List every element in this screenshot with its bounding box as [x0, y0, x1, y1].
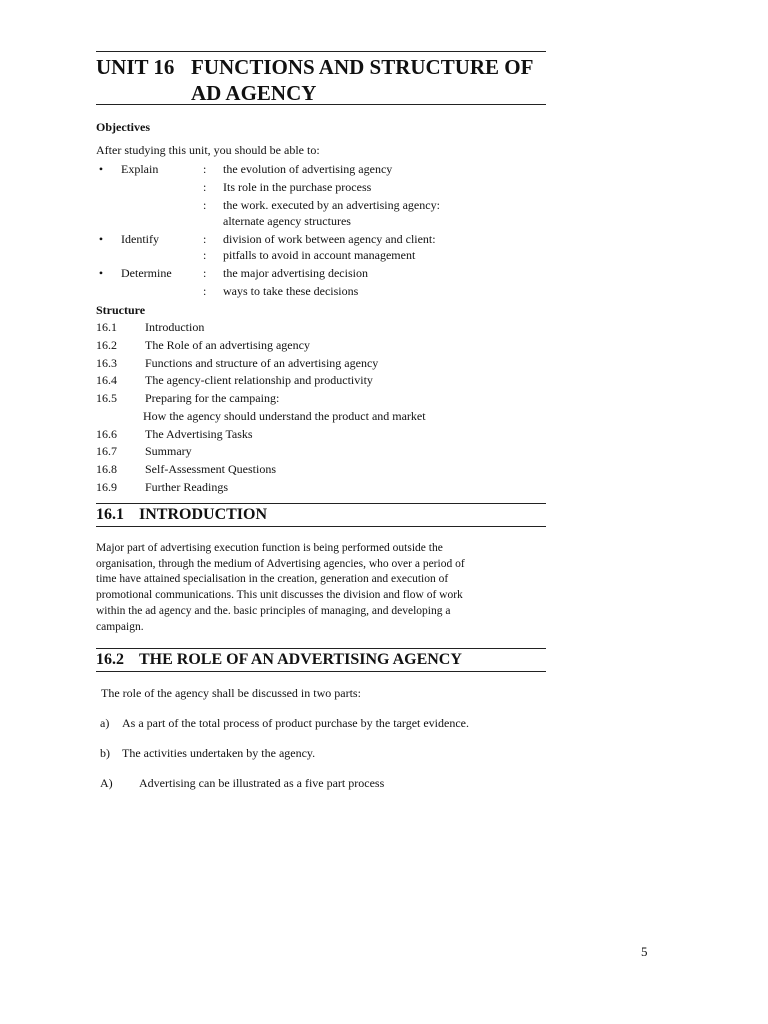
toc-number: 16.2	[96, 338, 117, 352]
page-number: 5	[641, 944, 648, 959]
objective-verb: Determine	[121, 266, 172, 280]
toc-number: 16.5	[96, 391, 117, 405]
unit-title-line-1: FUNCTIONS AND STRUCTURE OF	[191, 55, 534, 79]
toc-title: How the agency should understand the product and market	[143, 409, 426, 423]
toc-title: Functions and structure of an advertising agency	[145, 356, 379, 370]
objective-text: Its role in the purchase process	[223, 180, 372, 194]
structure-heading: Structure	[96, 303, 146, 317]
toc-title: Self-Assessment Questions	[145, 462, 276, 476]
objectives-heading: Objectives	[96, 120, 150, 134]
paragraph-line: promotional communications. This unit discusses the division and flow of work	[96, 589, 463, 602]
objectives-intro: After studying this unit, you should be able to:	[96, 143, 320, 157]
objective-text: the work. executed by an advertising agency:	[223, 198, 440, 212]
toc-title: The Role of an advertising agency	[145, 338, 310, 352]
list-text: The activities undertaken by the agency.	[122, 746, 316, 760]
toc-title: Introduction	[145, 320, 205, 334]
role-intro: The role of the agency shall be discussed in two parts:	[101, 686, 361, 700]
toc-title: The Advertising Tasks	[145, 427, 253, 441]
section-rule	[96, 671, 546, 672]
bullet: •	[98, 232, 104, 246]
colon: :	[203, 180, 207, 194]
toc-number: 16.8	[96, 462, 117, 476]
unit-title-line-2: AD AGENCY	[191, 81, 317, 105]
toc-title: Further Readings	[145, 480, 228, 494]
objective-verb: Explain	[121, 162, 159, 176]
toc-title: Preparing for the campaing:	[145, 391, 280, 405]
objective-text: division of work between agency and client:	[223, 232, 436, 246]
toc-number: 16.6	[96, 427, 117, 441]
list-text: Advertising can be illustrated as a five part process	[139, 776, 385, 790]
section-rule	[96, 526, 546, 527]
colon: :	[203, 198, 207, 212]
bullet: •	[98, 266, 104, 280]
list-item	[100, 746, 316, 761]
objective-verb: Identify	[121, 232, 159, 246]
paragraph-line: Major part of advertising execution function is being performed outside the	[96, 542, 443, 554]
introduction-paragraph	[96, 541, 526, 635]
list-item	[100, 716, 469, 731]
toc-title: The agency-client relationship and productivity	[145, 373, 373, 387]
list-label: b)	[100, 746, 110, 760]
section-number: 16.2	[96, 651, 124, 668]
objective-text: the major advertising decision	[223, 266, 368, 280]
toc-number: 16.7	[96, 444, 117, 458]
toc-number: 16.9	[96, 480, 117, 494]
paragraph-line: organisation, through the medium of Advertising agencies, who over a period of	[96, 557, 465, 570]
unit-number: UNIT 16	[96, 55, 175, 79]
objective-text: the evolution of advertising agency	[223, 162, 393, 176]
section-rule	[96, 503, 546, 504]
toc-number: 16.1	[96, 320, 117, 334]
list-item	[100, 776, 385, 791]
paragraph-line: time have attained specialisation in the creation, generation and execution of	[96, 573, 449, 586]
toc-number: 16.4	[96, 373, 117, 387]
list-text: As a part of the total process of product purchase by the target evidence.	[122, 716, 469, 730]
colon: :	[203, 232, 207, 246]
section-number: 16.1	[96, 506, 124, 523]
section-title: INTRODUCTION	[139, 506, 268, 523]
colon: :	[203, 284, 207, 298]
paragraph-line: campaign.	[96, 620, 144, 633]
colon: :	[203, 248, 207, 262]
objective-text: ways to take these decisions	[223, 284, 359, 298]
list-label: a)	[100, 716, 110, 730]
objective-text: alternate agency structures	[223, 214, 351, 228]
toc-number: 16.3	[96, 356, 117, 370]
colon: :	[203, 162, 207, 176]
top-rule	[96, 51, 546, 52]
title-bottom-rule	[96, 104, 546, 105]
objective-text: pitfalls to avoid in account management	[223, 248, 416, 262]
colon: :	[203, 266, 207, 280]
section-title: THE ROLE OF AN ADVERTISING AGENCY	[139, 651, 462, 668]
bullet: •	[98, 162, 104, 176]
section-rule	[96, 648, 546, 649]
toc-title: Summary	[145, 444, 192, 458]
list-label: A)	[100, 776, 113, 790]
paragraph-line: within the ad agency and the. basic principles of managing, and developing a	[96, 604, 451, 617]
